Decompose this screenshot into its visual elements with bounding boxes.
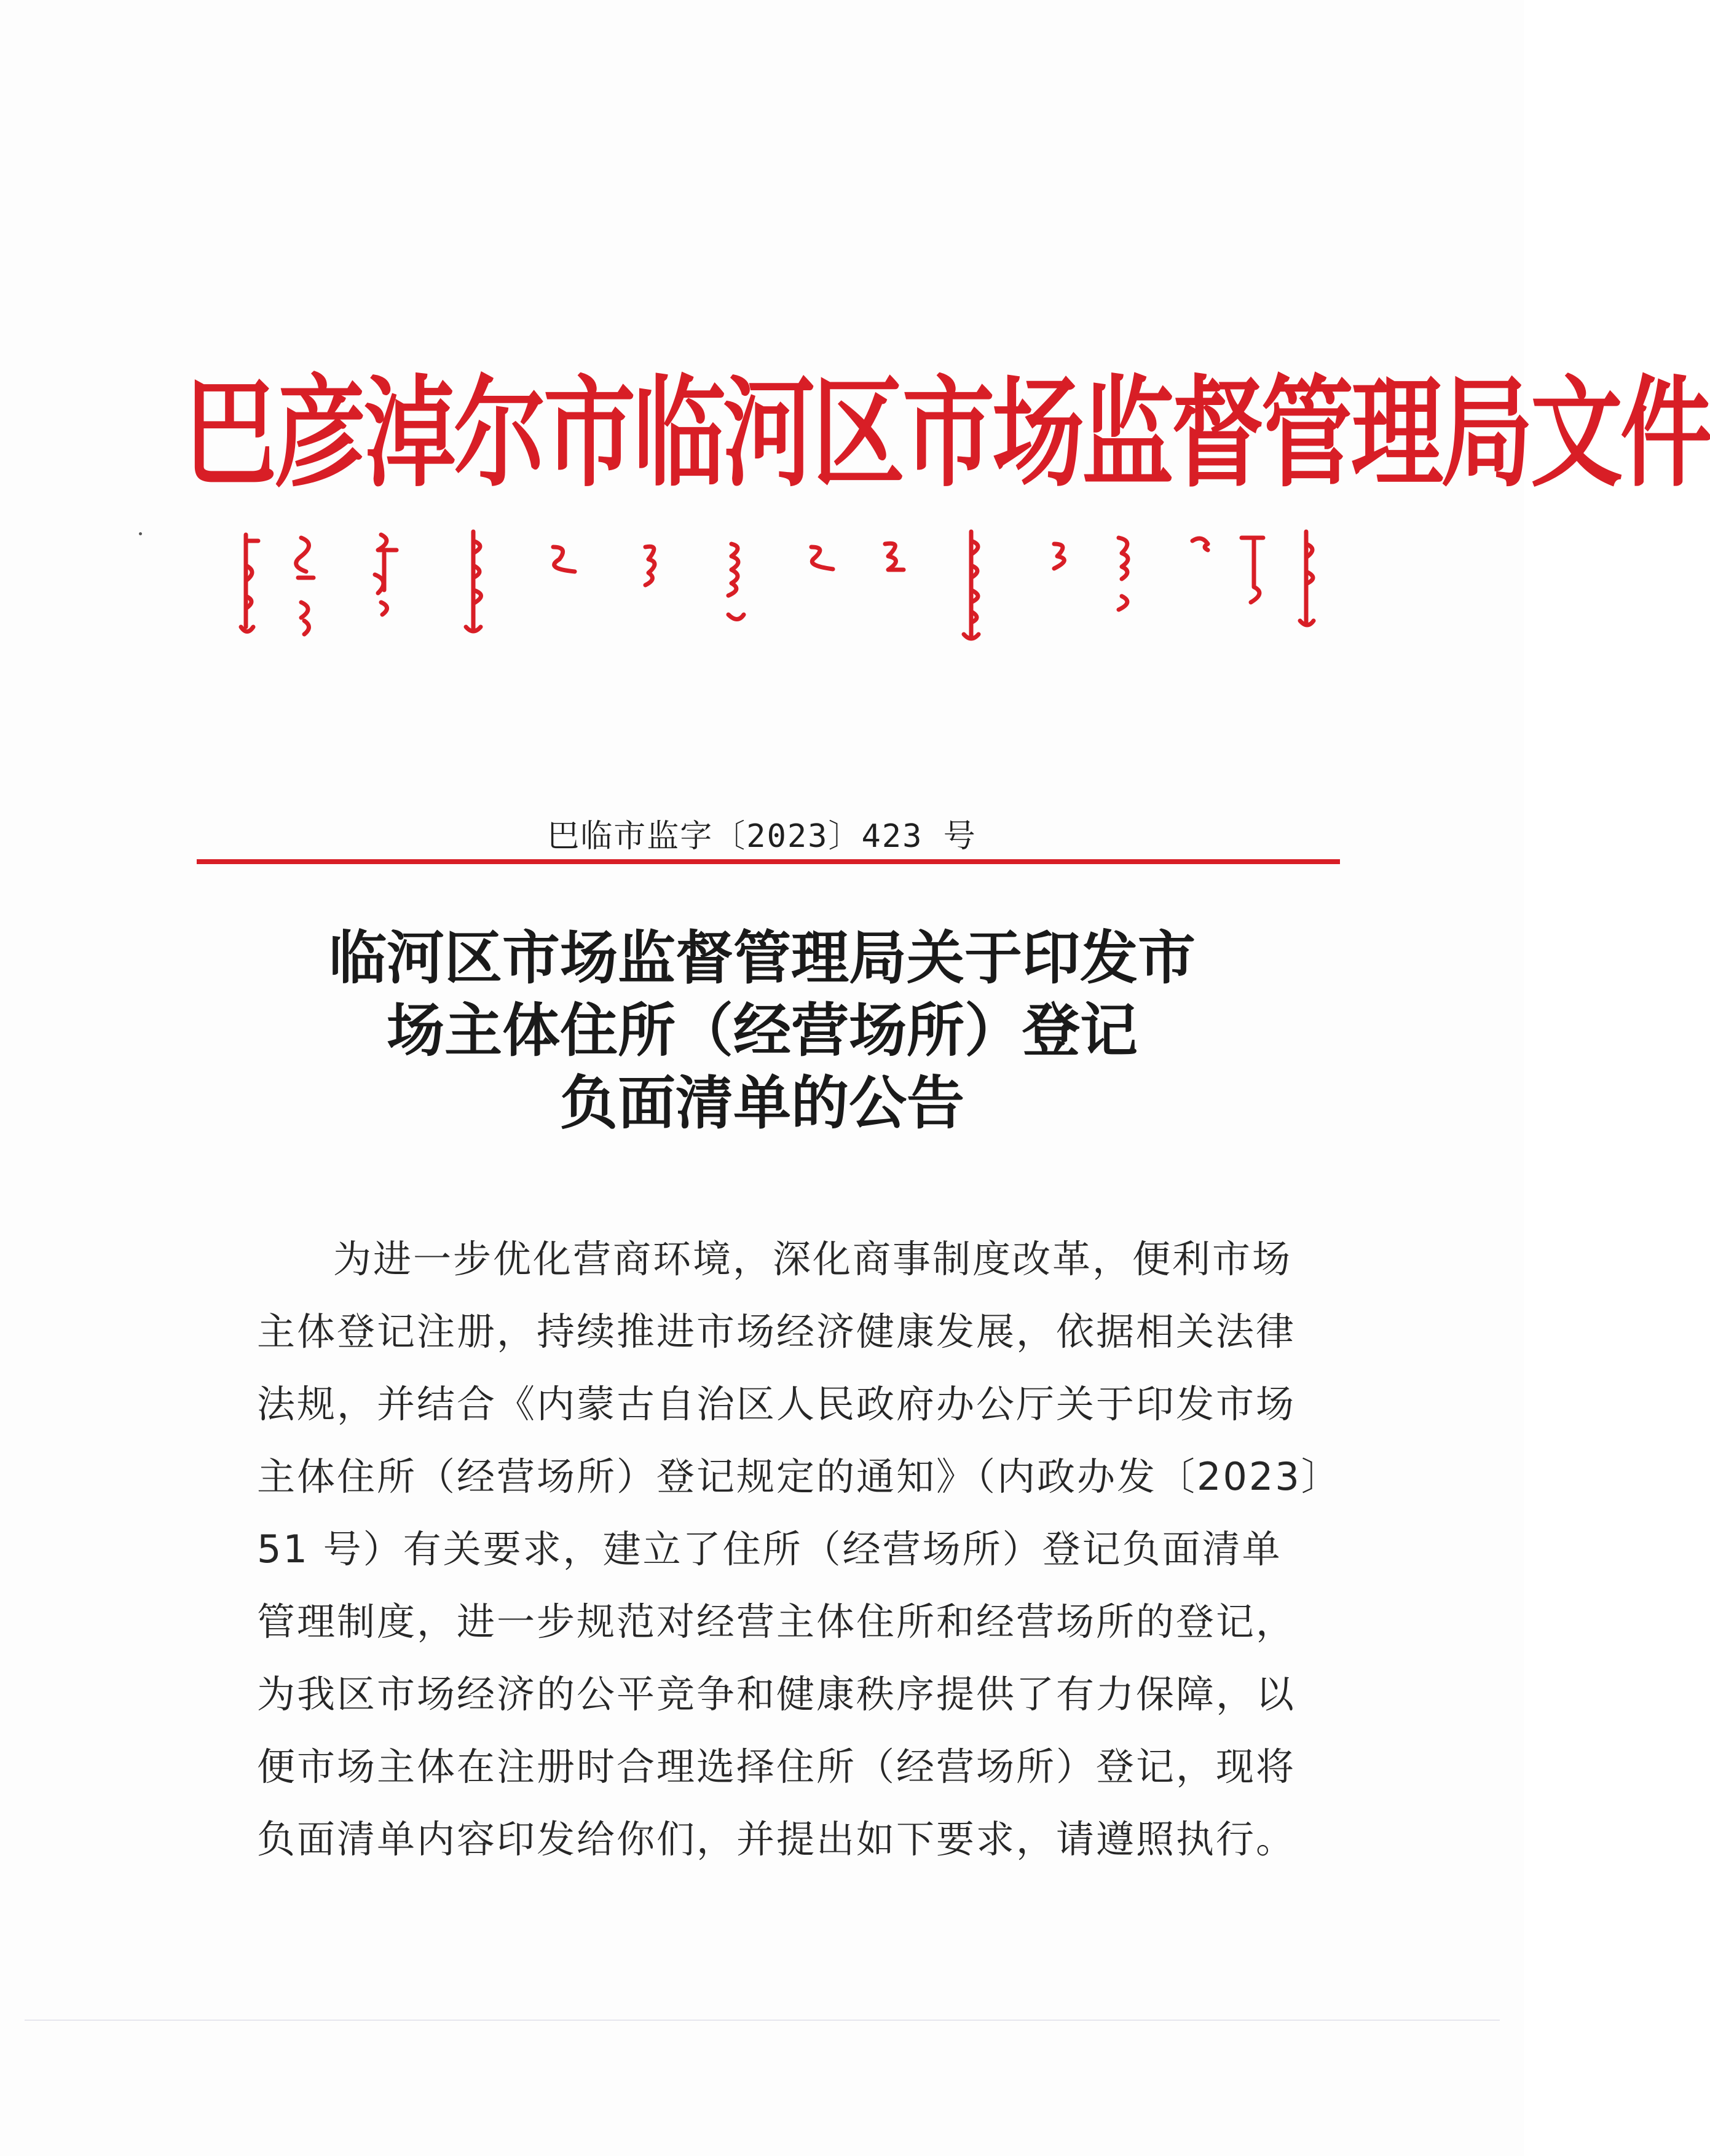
title-line: 临河区市场监督管理局关于印发市 [328, 924, 1196, 992]
body-paragraph [257, 1223, 1341, 1876]
masthead-title: 巴彦淖尔市临河区市场监督管理局文件 [184, 363, 1710, 504]
body-line: 管理制度，进一步规范对经营主体住所和经营场所的登记， [257, 1599, 1296, 1644]
body-line: 为我区市场经济的公平竞争和健康秩序提供了有力保障，以 [257, 1672, 1296, 1717]
body-line: 主体住所（经营场所）登记规定的通知》（内政办发〔2023〕 [257, 1454, 1341, 1499]
mongolian-script-title [234, 529, 1322, 651]
body-line: 为进一步优化营商环境，深化商事制度改革，便利市场 [333, 1237, 1293, 1281]
announcement-title [209, 922, 1315, 1139]
body-line: 便市场主体在注册时合理选择住所（经营场所）登记，现将 [257, 1744, 1296, 1789]
body-line: 负面清单内容印发给你们，并提出如下要求，请遵照执行。 [257, 1817, 1296, 1862]
body-line: 51 号）有关要求，建立了住所（经营场所）登记负面清单 [257, 1527, 1282, 1572]
scan-edge-line [25, 2020, 1500, 2021]
document-number: 巴临市监字〔2023〕423 号 [547, 818, 977, 855]
body-line: 主体登记注册，持续推进市场经济健康发展，依据相关法律 [257, 1309, 1296, 1354]
title-line: 负面清单的公告 [559, 1069, 964, 1137]
scan-speck [139, 532, 142, 535]
body-line: 法规，并结合《内蒙古自治区人民政府办公厅关于印发市场 [257, 1382, 1296, 1426]
title-line: 场主体住所（经营场所）登记 [386, 997, 1138, 1064]
red-divider-line [197, 859, 1340, 864]
